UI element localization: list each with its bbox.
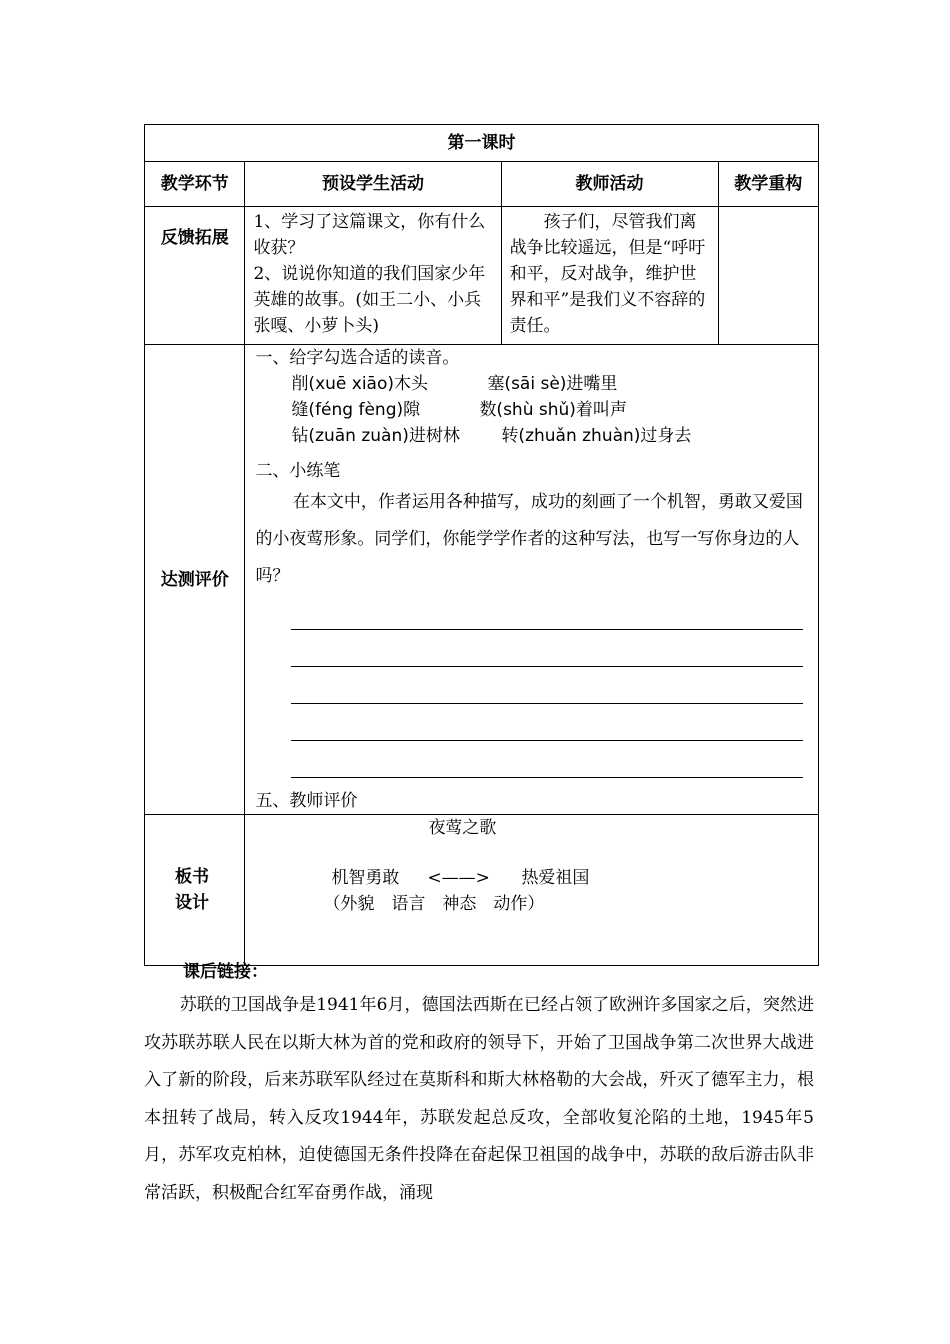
after-class-title: 课后链接： [183, 962, 268, 982]
lesson-title: 第一课时 [145, 125, 819, 162]
feedback-student-line-1: 1、学习了这篇课文，你有什么收获？ [253, 212, 486, 258]
board-aspects: （外貌 语言 神态 动作） [323, 894, 545, 914]
blank-line[interactable] [291, 741, 803, 778]
header-stage: 教学环节 [145, 162, 245, 207]
blank-line[interactable] [291, 630, 803, 667]
pinyin-item: 钻(zuān zuàn)进树林 [291, 426, 460, 446]
pinyin-item: 削(xuē xiāo)木头 [291, 374, 429, 394]
blank-line[interactable] [291, 593, 803, 630]
feedback-teacher-cell: 孩子们，尽管我们离战争比较遥远，但是“呼吁和平，反对战争，维护世界和平”是我们义不容辞的责任。 [501, 207, 718, 345]
feedback-rebuild-cell [718, 207, 818, 345]
section2-title: 二、小练笔 [255, 461, 341, 481]
board-stage-line-1: 板书 [175, 867, 209, 887]
header-teacher-activity: 教师活动 [501, 162, 718, 207]
pinyin-row-2 [255, 397, 806, 423]
writing-prompt: 在本文中，作者运用各种描写，成功的刻画了一个机智，勇敢又爱国的小夜莺形象。同学们，你能学学作者的这种写法，也写一写你身边的人吗？ [255, 492, 803, 586]
after-class-body: 苏联的卫国战争是1941年6月，德国法西斯在已经占领了欧洲许多国家之后，突然进攻苏联苏联人民在以斯大林为首的党和政府的领导下，开始了卫国战争第二次世界大战进入了新的阶段，后来苏联军队经过在莫斯科和斯大林格勒的大会战，歼灭了德军主力，根本扭转了战局，转入反攻1944年，苏联发起总反攻，全部收复沦陷的土地，1945年5月，苏军攻克柏林，迫使德国无条件投降在奋起保卫祖国的战争中，苏联的敌后游击队非常活跃，积极配合红军奋勇作战，涌现 [144, 995, 814, 1203]
stage-feedback: 反馈拓展 [145, 207, 245, 345]
board-cell [245, 815, 819, 966]
board-left: 机智勇敢 [331, 868, 400, 888]
board-right: 热爱祖国 [521, 868, 590, 888]
pinyin-item: 塞(sāi sè)进嘴里 [487, 374, 618, 394]
board-title: 夜莺之歌 [428, 818, 497, 838]
feedback-student-cell [245, 207, 501, 345]
test-cell [245, 345, 819, 815]
board-stage-line-2: 设计 [175, 893, 209, 913]
pinyin-item: 转(zhuǎn zhuàn)过身去 [501, 426, 692, 446]
header-rebuild: 教学重构 [718, 162, 818, 207]
pinyin-row-3 [255, 423, 806, 449]
blank-line[interactable] [291, 667, 803, 704]
blank-line[interactable] [291, 704, 803, 741]
section5-title: 五、教师评价 [255, 791, 358, 811]
stage-board [145, 815, 245, 966]
board-arrow: <——> [427, 868, 490, 888]
feedback-student-line-2: 2、说说你知道的我们国家少年英雄的故事。(如王二小、小兵张嘎、小萝卜头) [253, 264, 486, 336]
section1-title: 一、给字勾选合适的读音。 [255, 348, 460, 368]
pinyin-item: 数(shù shǔ)着叫声 [479, 400, 627, 420]
writing-blank-lines [255, 593, 806, 778]
pinyin-row-1 [255, 371, 806, 397]
lesson-plan-table [144, 124, 819, 966]
stage-test: 达测评价 [145, 345, 245, 815]
pinyin-item: 缝(féng fèng)隙 [291, 400, 421, 420]
header-student-activity: 预设学生活动 [245, 162, 501, 207]
